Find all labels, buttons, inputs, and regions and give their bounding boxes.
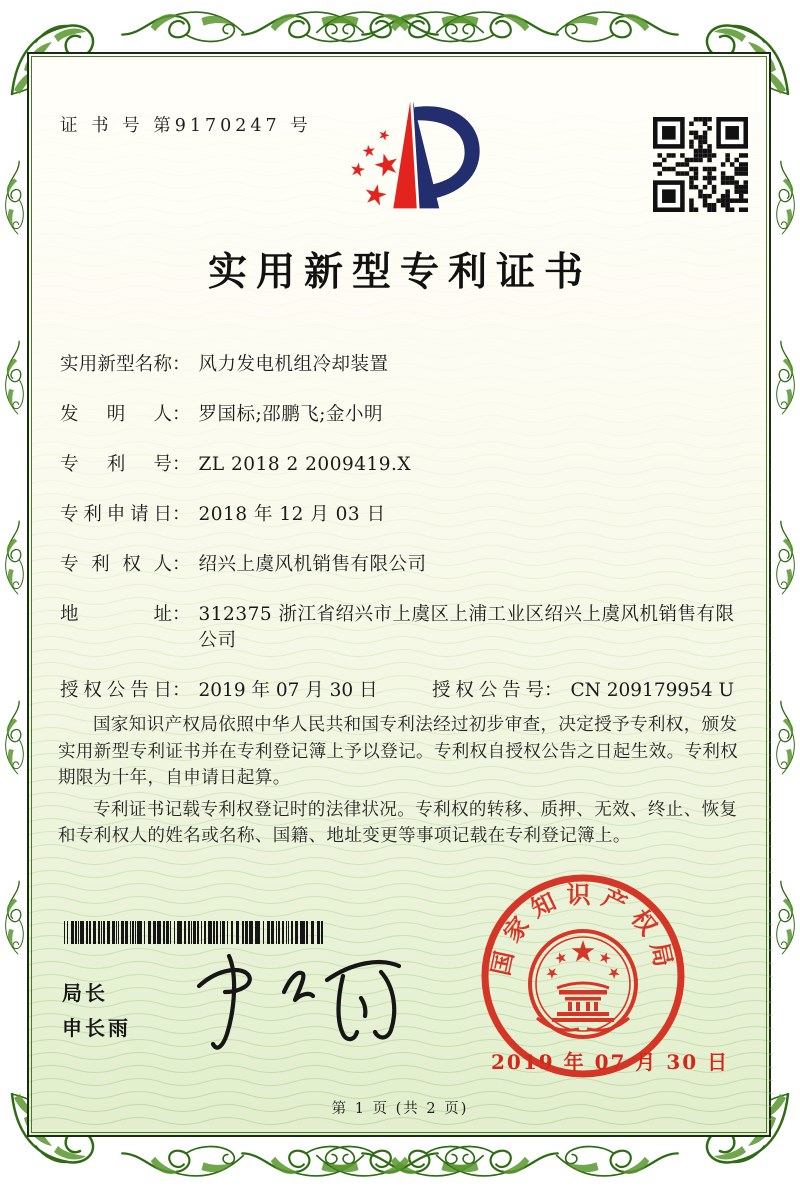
seal-text: 国家知识产权局 (486, 881, 680, 979)
field-grant-row (60, 678, 738, 704)
director-name: 申长雨 (62, 1016, 131, 1040)
field-label: 实用新型名称 (60, 354, 172, 375)
legal-paragraph-1: 国家知识产权局依照中华人民共和国专利法经过初步审查，决定授予专利权，颁发实用新型专利证书并在专利登记簿上予以登记。专利权自授权公告之日起生效。专利权期限为十年，自申请日起算。 (58, 715, 739, 788)
field-address (60, 602, 738, 654)
field-patent-number (60, 452, 738, 478)
field-filing-date (60, 502, 738, 528)
field-label: 专利权人 (60, 554, 172, 575)
field-colon: ： (172, 554, 191, 575)
field-value: 2018 年 12 月 03 日 (198, 504, 386, 525)
qr-code (653, 117, 748, 212)
field-value: CN 209179954 U (570, 680, 735, 701)
field-colon: ： (172, 504, 191, 525)
legal-paragraph-2: 专利证书记载专利权登记时的法律状况。专利权的转移、质押、无效、终止、恢复和专利权人的姓名或名称、国籍、地址变更等事项记载在专利登记簿上。 (58, 799, 738, 846)
field-colon: ： (172, 354, 191, 375)
field-colon: ： (172, 680, 191, 701)
certificate-fields (60, 352, 738, 728)
field-value: 罗国标;邵鹏飞;金小明 (198, 404, 383, 425)
field-patentee (60, 552, 738, 578)
field-colon: ： (544, 680, 563, 701)
field-label: 专利号 (60, 454, 172, 475)
director-signature (185, 946, 415, 1056)
field-value: 风力发电机组冷却装置 (198, 354, 389, 375)
field-value: ZL 2018 2 2009419.X (198, 454, 412, 475)
seal-date: 2019 年 07 月 30 日 (491, 1050, 730, 1074)
field-colon: ： (172, 604, 191, 625)
director-block (62, 976, 131, 1046)
field-value: 2019 年 07 月 30 日 (198, 680, 378, 701)
national-emblem-icon (530, 931, 636, 1037)
certificate-title: 实用新型专利证书 (207, 249, 592, 295)
field-label: 专利申请日 (60, 504, 172, 525)
field-label: 发明人 (60, 404, 172, 425)
field-label: 地址 (60, 604, 172, 625)
certificate-number: 证 书 号 第9170247 号 (60, 116, 312, 136)
field-value: 绍兴上虞风机销售有限公司 (198, 554, 427, 575)
grant-number (432, 678, 734, 704)
field-label: 授权公告日 (60, 680, 172, 701)
director-title: 局长 (62, 981, 108, 1005)
field-colon: ： (172, 454, 191, 475)
legal-text (58, 712, 748, 855)
field-label: 授权公告号 (432, 680, 544, 701)
cnipa-patent-logo-icon (338, 94, 488, 229)
field-value: 312375 浙江省绍兴市上虞区上浦工业区绍兴上虞风机销售有限公司 (198, 604, 735, 651)
field-utility-model-name (60, 352, 738, 378)
field-colon: ： (172, 404, 191, 425)
field-inventors (60, 402, 738, 428)
barcode (64, 921, 330, 945)
page-footer: 第 1 页 (共 2 页) (331, 1101, 469, 1117)
